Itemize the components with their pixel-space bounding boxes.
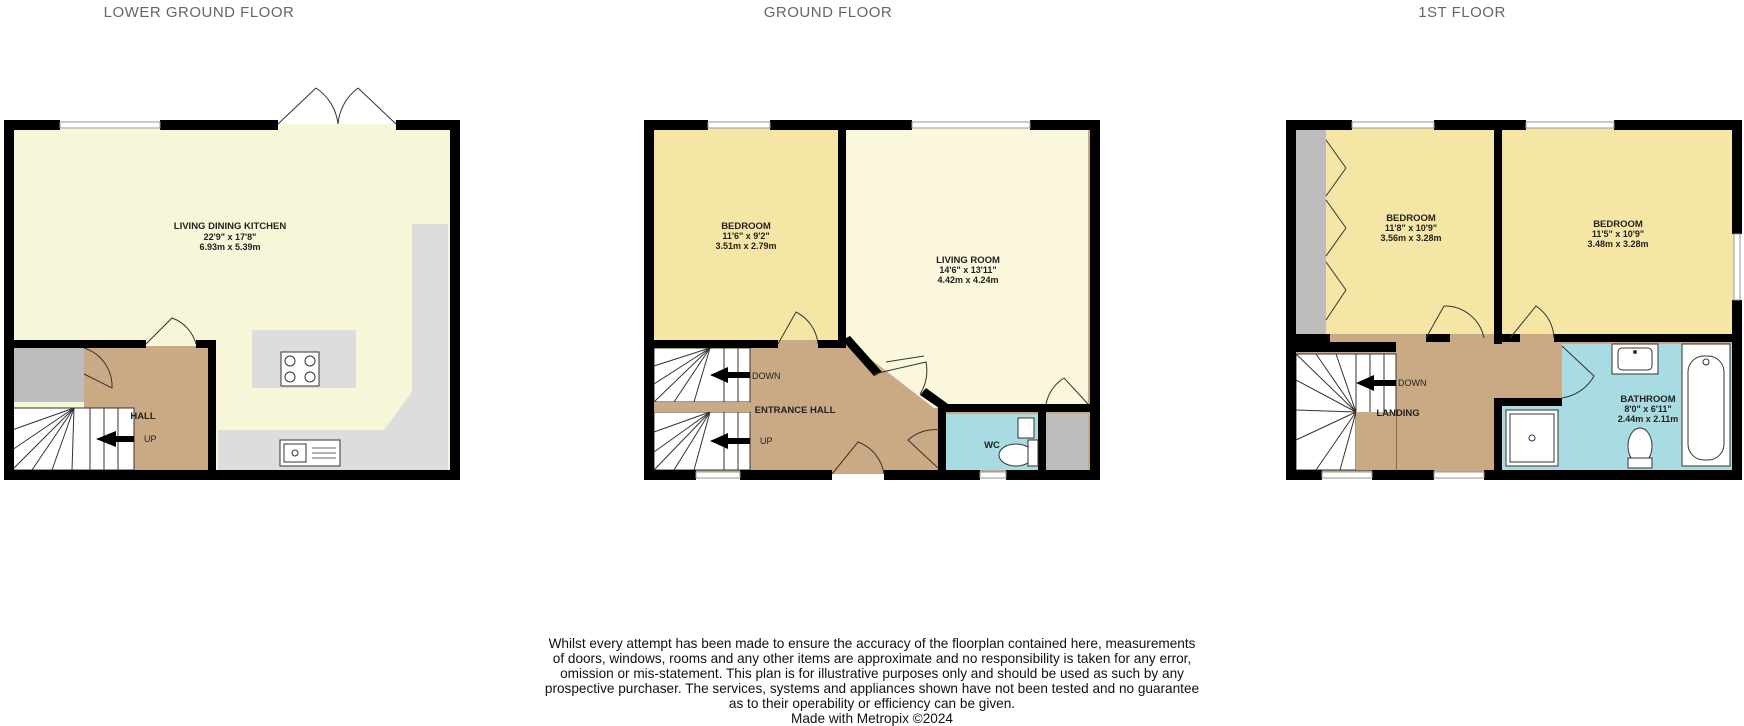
gf-living-window — [912, 122, 1030, 128]
ff-bedroom1-metric: 3.56m x 3.28m — [1380, 233, 1442, 243]
disclaimer — [532, 636, 1212, 726]
floor-title-first: 1ST FLOOR — [1418, 4, 1506, 21]
ground-floor-plan — [644, 120, 1100, 480]
ff-landing-window — [1322, 472, 1372, 478]
landing-name: LANDING — [1376, 408, 1420, 419]
disclaimer-line: as to their operability or efficiency can be given. — [728, 696, 1016, 711]
disclaimer-line: omission or mis-statement. This plan is for illustrative purposes only and should be used as such by any — [560, 666, 1184, 681]
ff-wardrobe — [1296, 128, 1326, 334]
gf-bedroom-imperial: 11'6" x 9'2" — [722, 231, 770, 241]
disclaimer-line: Whilst every attempt has been made to ensure the accuracy of the floorplan contained here, measurements — [548, 636, 1196, 651]
ff-bedroom1-imperial: 11'8" x 10'9" — [1384, 223, 1438, 233]
lower-ground-floor-plan — [4, 88, 460, 480]
bathroom-metric: 2.44m x 2.11m — [1617, 414, 1679, 424]
bathroom-imperial: 8'0" x 6'11" — [1624, 404, 1672, 414]
ff-down-label: DOWN — [1398, 378, 1427, 388]
gf-front-window — [696, 472, 740, 478]
ff-bedroom2-name: BEDROOM — [1593, 219, 1643, 230]
floor-title-lower-ground: LOWER GROUND FLOOR — [103, 4, 295, 21]
gf-bedroom-metric: 3.51m x 2.79m — [715, 241, 777, 251]
gf-bedroom-window — [708, 122, 770, 128]
gf-cupboard — [1046, 414, 1088, 470]
living-room-name: LIVING ROOM — [936, 255, 1000, 266]
lg-up-label: UP — [144, 434, 157, 444]
ff-landing-window-2 — [1434, 472, 1484, 478]
shower-icon — [1506, 410, 1558, 466]
ff-toilet-icon — [1628, 428, 1652, 468]
ff-bedroom2-window — [1526, 122, 1614, 128]
gf-down-label: DOWN — [752, 371, 781, 381]
ff-bedroom2-imperial: 11'5" x 10'9" — [1591, 229, 1645, 239]
gf-stair-divider — [654, 402, 750, 412]
entrance-hall-name: ENTRANCE HALL — [754, 405, 836, 416]
ldk-imperial: 22'9" x 17'8" — [203, 232, 257, 242]
ff-bedroom1-name: BEDROOM — [1386, 213, 1436, 224]
lg-window — [60, 122, 160, 128]
living-room-imperial: 14'6" x 13'11" — [939, 265, 997, 275]
gf-bedroom-name: BEDROOM — [721, 221, 771, 232]
floor-title-ground: GROUND FLOOR — [763, 4, 893, 21]
living-room-metric: 4.42m x 4.24m — [937, 275, 999, 285]
gf-up-label: UP — [760, 436, 773, 446]
ff-bedroom1-window — [1352, 122, 1434, 128]
basin-icon — [1612, 344, 1658, 374]
bath-icon — [1682, 344, 1730, 466]
bathroom-name: BATHROOM — [1620, 394, 1676, 405]
disclaimer-line: of doors, windows, rooms and any other items are approximate and no responsibility is taken for any error, — [552, 651, 1192, 666]
metropix-credit: Made with Metropix ©2024 — [791, 711, 953, 726]
ldk-name: LIVING DINING KITCHEN — [173, 221, 287, 232]
ff-bedroom2-metric: 3.48m x 3.28m — [1587, 239, 1649, 249]
gf-wc-window — [980, 472, 1006, 478]
ff-side-window — [1734, 234, 1740, 300]
lg-cupboard — [12, 346, 84, 402]
ldk-metric: 6.93m x 5.39m — [199, 242, 261, 252]
lg-hall-name: HALL — [130, 411, 156, 422]
hob-icon — [281, 352, 319, 386]
wc-name: WC — [984, 440, 1000, 451]
sink-icon — [280, 440, 340, 466]
disclaimer-line: prospective purchaser. The services, systems and appliances shown have not been tested and no guarantee — [544, 681, 1200, 696]
first-floor-plan — [1286, 120, 1742, 480]
lg-french-doors — [278, 88, 396, 124]
